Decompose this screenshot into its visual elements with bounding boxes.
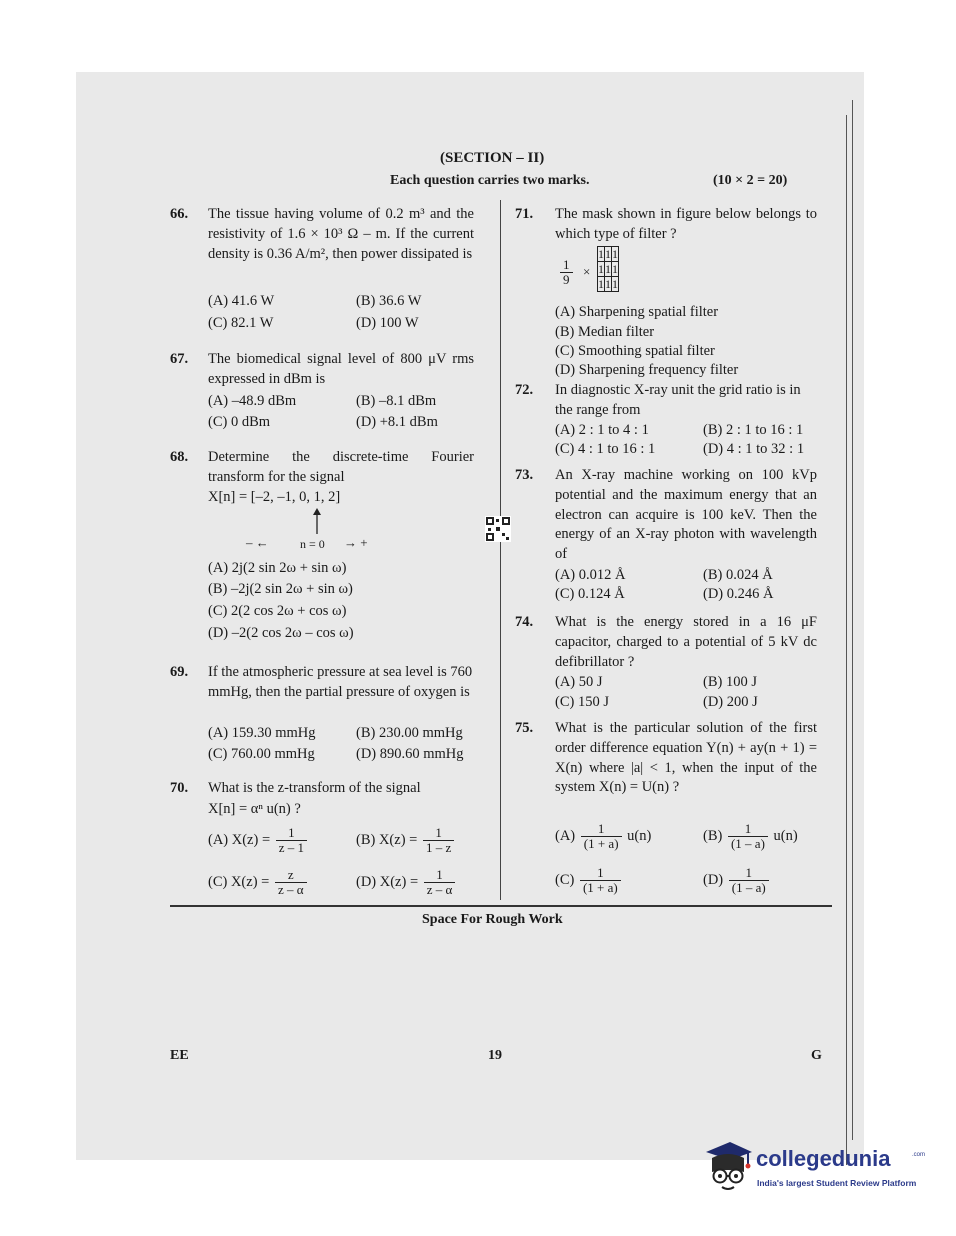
option-d: (D) 200 J	[703, 694, 758, 710]
option-b: (B) 230.00 mmHg	[356, 725, 463, 741]
denominator: (1 + a)	[583, 836, 619, 851]
times-sign: ×	[583, 264, 591, 279]
axis-origin-label: n = 0	[300, 537, 325, 551]
option-b: (B) –2j(2 sin 2ω + sin ω)	[208, 581, 353, 597]
numerator: 1	[423, 826, 454, 841]
brand-tagline: India's largest Student Review Platform	[757, 1178, 917, 1188]
option-d	[356, 868, 457, 897]
option-a: (A) 2 : 1 to 4 : 1	[555, 422, 649, 438]
option-a: (A) 2j(2 sin 2ω + sin ω)	[208, 560, 347, 576]
section-title: (SECTION – II)	[440, 150, 545, 166]
option-label: (B)	[703, 827, 723, 844]
option-suffix: u(n)	[773, 827, 798, 844]
question-number: 73.	[515, 467, 534, 483]
option-label: (C)	[555, 871, 575, 888]
numerator: 1	[424, 868, 456, 883]
question-number: 70.	[170, 780, 189, 796]
numerator: 1	[728, 822, 768, 837]
fraction	[580, 866, 621, 895]
option-label: (B) X(z) =	[356, 831, 418, 848]
option-c: (C) 0.124 Å	[555, 586, 625, 602]
footer-subject-code: EE	[170, 1048, 189, 1063]
option-b: (B) 100 J	[703, 674, 757, 690]
option-c	[208, 868, 309, 897]
option-b: (B) 0.024 Å	[703, 567, 773, 583]
denominator: z – α	[277, 882, 304, 897]
fraction	[276, 826, 307, 855]
signal-definition: X[n] = αⁿ u(n) ?	[208, 801, 301, 817]
question-text: The mask shown in figure below belongs to which type of filter ?	[555, 206, 817, 242]
option-d: (D) +8.1 dBm	[356, 414, 438, 430]
numerator: 1	[560, 258, 573, 273]
option-c: (C) 2(2 cos 2ω + cos ω)	[208, 603, 347, 619]
mask-cell: 1	[598, 277, 604, 291]
page-edge-line	[852, 100, 853, 1140]
option-c: (C) 4 : 1 to 16 : 1	[555, 441, 656, 457]
rough-work-label: Space For Rough Work	[422, 912, 563, 927]
fraction	[581, 822, 622, 851]
question-text: An X-ray machine working on 100 kVp potential and the maximum energy that an electron can acquire is 100 keV. Then the energy of an X-ray photon with wavelength of	[555, 467, 817, 563]
watermark-logo	[700, 1138, 924, 1196]
signal-sequence: X[n] = [–2, –1, 0, 1, 2]	[208, 489, 341, 505]
option-label: (A) X(z) =	[208, 831, 271, 848]
option-c	[555, 866, 623, 895]
option-b: (B) –8.1 dBm	[356, 393, 437, 409]
numerator: 1	[729, 866, 769, 881]
question-text: What is the energy stored in a 16 μF capacitor, charged to a potential of 5 kV dc defibrillator ?	[555, 614, 817, 670]
option-a: (A) 0.012 Å	[555, 567, 626, 583]
option-d: (D) 0.246 Å	[703, 586, 774, 602]
denominator: (1 + a)	[582, 880, 618, 895]
brand-name: collegedunia	[756, 1146, 891, 1171]
fraction	[729, 866, 769, 895]
mask-cell: 1	[598, 247, 604, 261]
option-label: (C) X(z) =	[208, 873, 270, 890]
option-c: (C) Smoothing spatial filter	[555, 343, 715, 359]
denominator: 9	[563, 272, 570, 287]
denominator: z – α	[426, 882, 453, 897]
question-number: 71.	[515, 206, 534, 222]
option-a: (A) 41.6 W	[208, 293, 275, 309]
option-d: (D) Sharpening frequency filter	[555, 362, 739, 378]
question-number: 69.	[170, 664, 189, 680]
option-c: (C) 0 dBm	[208, 414, 271, 430]
option-a: (A) Sharpening spatial filter	[555, 304, 719, 320]
mask-cell: 1	[605, 277, 611, 291]
option-a	[555, 822, 651, 851]
option-label: (D)	[703, 871, 724, 888]
qr-code-icon	[485, 516, 511, 542]
mascot-icon	[700, 1138, 754, 1194]
numerator: 1	[581, 822, 622, 837]
option-d: (D) 4 : 1 to 32 : 1	[703, 441, 805, 457]
numerator: 1	[276, 826, 307, 841]
option-label: (A)	[555, 827, 576, 844]
denominator: z – 1	[278, 840, 305, 855]
option-d: (D) 100 W	[356, 315, 419, 331]
mask-cell: 1	[612, 247, 618, 261]
question-text: What is the particular solution of the first order difference equation Y(n) + ay(n + 1) = X(n) where |a| < 1, when the input of the system X(n) = U(n) ?	[555, 720, 817, 796]
footer-page-number: 19	[488, 1048, 502, 1063]
mask-cell: 1	[605, 262, 611, 276]
column-divider	[500, 200, 501, 900]
fraction	[424, 868, 456, 897]
question-number: 74.	[515, 614, 534, 630]
axis-left-label: – ←	[246, 535, 269, 550]
option-a: (A) –48.9 dBm	[208, 393, 297, 409]
fraction	[728, 822, 768, 851]
mask-cell: 1	[598, 262, 604, 276]
mask-scale-fraction	[560, 258, 573, 287]
fraction	[423, 826, 454, 855]
rough-work-rule	[170, 905, 832, 907]
axis-right-label: → +	[344, 535, 368, 550]
option-c: (C) 150 J	[555, 694, 609, 710]
question-number: 72.	[515, 382, 534, 398]
option-b: (B) 36.6 W	[356, 293, 422, 309]
mask-cell: 1	[605, 247, 611, 261]
brand-domain: .com	[912, 1152, 926, 1158]
question-number: 75.	[515, 720, 534, 736]
arrow-up-icon	[310, 507, 324, 535]
option-a: (A) 50 J	[555, 674, 603, 690]
denominator: 1 – z	[425, 840, 452, 855]
section-marks: (10 × 2 = 20)	[713, 173, 788, 188]
question-text: Determine the discrete-time Fourier transform for the signal	[208, 449, 474, 485]
question-text: The tissue having volume of 0.2 m³ and the resistivity of 1.6 × 10³ Ω – m. If the current density is 0.36 A/m², then power dissipated is	[208, 206, 474, 262]
option-d	[703, 866, 771, 895]
option-a	[208, 826, 309, 855]
option-c: (C) 760.00 mmHg	[208, 746, 315, 762]
question-number: 67.	[170, 351, 189, 367]
option-d: (D) 890.60 mmHg	[356, 746, 464, 762]
question-text: The biomedical signal level of 800 μV rms expressed in dBm is	[208, 351, 474, 387]
question-text: In diagnostic X-ray unit the grid ratio is in the range from	[555, 382, 801, 418]
question-text: If the atmospheric pressure at sea level is 760 mmHg, then the partial pressure of oxygen is	[208, 664, 473, 700]
denominator: (1 – a)	[731, 880, 766, 895]
fraction	[275, 868, 307, 897]
option-label: (D) X(z) =	[356, 873, 419, 890]
filter-mask-grid	[597, 246, 619, 292]
denominator: (1 – a)	[730, 836, 765, 851]
option-b: (B) Median filter	[555, 324, 655, 340]
question-text: What is the z-transform of the signal	[208, 780, 421, 796]
question-number: 66.	[170, 206, 189, 222]
numerator: 1	[580, 866, 621, 881]
footer-series: G	[811, 1048, 822, 1063]
option-b	[703, 822, 798, 851]
numerator: z	[275, 868, 307, 883]
option-c: (C) 82.1 W	[208, 315, 274, 331]
question-number: 68.	[170, 449, 189, 465]
option-a: (A) 159.30 mmHg	[208, 725, 316, 741]
mask-cell: 1	[612, 277, 618, 291]
option-b	[356, 826, 456, 855]
option-d: (D) –2(2 cos 2ω – cos ω)	[208, 625, 354, 641]
page-edge-line	[846, 115, 847, 1165]
mask-cell: 1	[612, 262, 618, 276]
section-subtitle: Each question carries two marks.	[390, 173, 590, 188]
option-b: (B) 2 : 1 to 16 : 1	[703, 422, 804, 438]
option-suffix: u(n)	[627, 827, 652, 844]
